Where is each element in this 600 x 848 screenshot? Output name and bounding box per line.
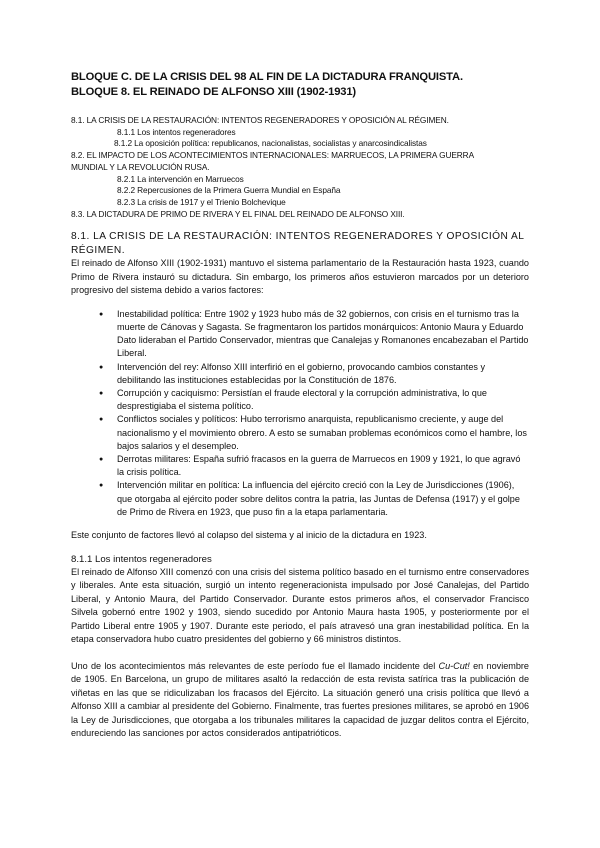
cu-cut-title: Cu-Cut! <box>438 660 470 671</box>
regeneradores-paragraph: El reinado de Alfonso XIII comenzó con una crisis del sistema político basado en el turnismo entre conservadores y liberales. Ante esta situación, surgió un intento regeneracionista impulsado por José Canalejas, del Partido Liberal, y Antonio Maura, del Partido Conservador. Durante estos primeros años, el conservador Francisco Silvela gobernó entre 1902 y 1903, siendo sucedido por Antonio Maura hasta 1905, y posteriormente por el Partido Liberal entre 1905 y 1907. Durante este periodo, el país atravesó una gran inestabilidad política. En la etapa conservadora hubo cuatro presidentes del gobierno y 66 ministros distintos. <box>71 566 529 645</box>
subsection-title: 8.1.1 Los intentos regeneradores <box>71 553 212 565</box>
toc-item: 8.1.2 La oposición política: republicanos, nacionalistas, socialistas y anarcosindicalistas <box>114 138 427 149</box>
toc-item: 8.1.1 Los intentos regeneradores <box>117 126 236 137</box>
toc-item: MUNDIAL Y LA REVOLUCIÓN RUSA. <box>71 161 210 172</box>
list-item: ● Conflictos sociales y políticos: Hubo terrorismo anarquista, republicanismo creciente, y auge del nacionalismo y el movimiento obrero. A esto se sumaban problemas económicos como el hambre, los bajos salarios y el desempleo. <box>99 413 529 453</box>
text-run: Uno de los acontecimientos más relevantes de este período fue el llamado incidente del <box>71 660 439 671</box>
cu-cut-paragraph <box>71 660 529 741</box>
list-item: ● Derrotas militares: España sufrió fracasos en la guerra de Marruecos en 1909 y 1921, lo que agravó la crisis política. <box>99 453 529 479</box>
conclusion-paragraph: Este conjunto de factores llevó al colapso del sistema y al inicio de la dictadura en 1923. <box>71 530 427 541</box>
list-item: ● Intervención militar en política: La influencia del ejército creció con la Ley de Jurisdicciones (1906), que otorgaba al ejército poder sobre delitos contra la patria, las Juntas de Defensa (1917) y el golpe de Primo de Rivera en 1923, que puso fin a la etapa parlamentaria. <box>99 479 529 519</box>
toc-item: 8.3. LA DICTADURA DE PRIMO DE RIVERA Y EL FINAL DEL REINADO DE ALFONSO XIII. <box>71 208 405 219</box>
bloque-8-heading: BLOQUE 8. EL REINADO DE ALFONSO XIII (1902-1931) <box>71 86 356 98</box>
intro-paragraph: El reinado de Alfonso XIII (1902-1931) mantuvo el sistema parlamentario de la Restauración hasta 1923, cuando Primo de Rivera instauró su dictadura. Sin embargo, los primeros años estuvieron marcados por un deterioro progresivo del sistema debido a varios factores: <box>71 258 529 296</box>
document-page <box>71 70 529 741</box>
text-run: en noviembre de 1905. En Barcelona, un grupo de militares asaltó la redacción de esta revista satírica tras la publicación de viñetas en las que se ridiculizaban los fracasos del Ejército. La situación generó una crisis política que llevó a Alfonso XIII a cambiar al presidente del Gobierno. Finalmente, tras fuertes presiones militares, se aprobó en 1906 la Ley de Jurisdicciones, que otorgaba a los tribunales militares la capacidad de juzgar delitos contra el Ejército, endureciendo las sanciones por actos considerados antipatrióticos. <box>71 660 529 739</box>
factors-list <box>71 308 529 519</box>
list-item: ● Corrupción y caciquismo: Persistían el fraude electoral y la corrupción administrativa, lo que desprestigiaba el sistema político. <box>99 387 529 413</box>
toc-item: 8.1. LA CRISIS DE LA RESTAURACIÓN: INTENTOS REGENERADORES Y OPOSICIÓN AL RÉGIMEN. <box>71 115 449 125</box>
list-item: ● Intervención del rey: Alfonso XIII interfirió en el gobierno, provocando cambios constantes y debilitando las instituciones establecidas por la Constitución de 1876. <box>99 361 529 387</box>
bloque-c-heading: BLOQUE C. DE LA CRISIS DEL 98 AL FIN DE LA DICTADURA FRANQUISTA. <box>71 71 463 83</box>
toc-item: 8.2. EL IMPACTO DE LOS ACONTECIMIENTOS INTERNACIONALES: MARRUECOS, LA PRIMERA GUERRA <box>71 150 475 161</box>
section-title: 8.1. LA CRISIS DE LA RESTAURACIÓN: INTENTOS REGENERADORES Y OPOSICIÓN AL RÉGIMEN. <box>71 231 525 256</box>
toc-item: 8.2.3 La crisis de 1917 y el Trienio Bolchevique <box>117 196 286 207</box>
toc-item: 8.2.1 La intervención en Marruecos <box>117 173 244 184</box>
toc-item: 8.2.2 Repercusiones de la Primera Guerra Mundial en España <box>117 185 341 196</box>
list-item: ● Inestabilidad política: Entre 1902 y 1923 hubo más de 32 gobiernos, con crisis en el turnismo tras la muerte de Cánovas y Sagasta. Se fragmentaron los partidos monárquicos: Antonio Maura y Eduardo Dato lideraban el Partido Conservador, mientras que Canalejas y Romanones encabezaban el Partido Liberal. <box>99 308 529 361</box>
table-of-contents <box>71 115 529 220</box>
